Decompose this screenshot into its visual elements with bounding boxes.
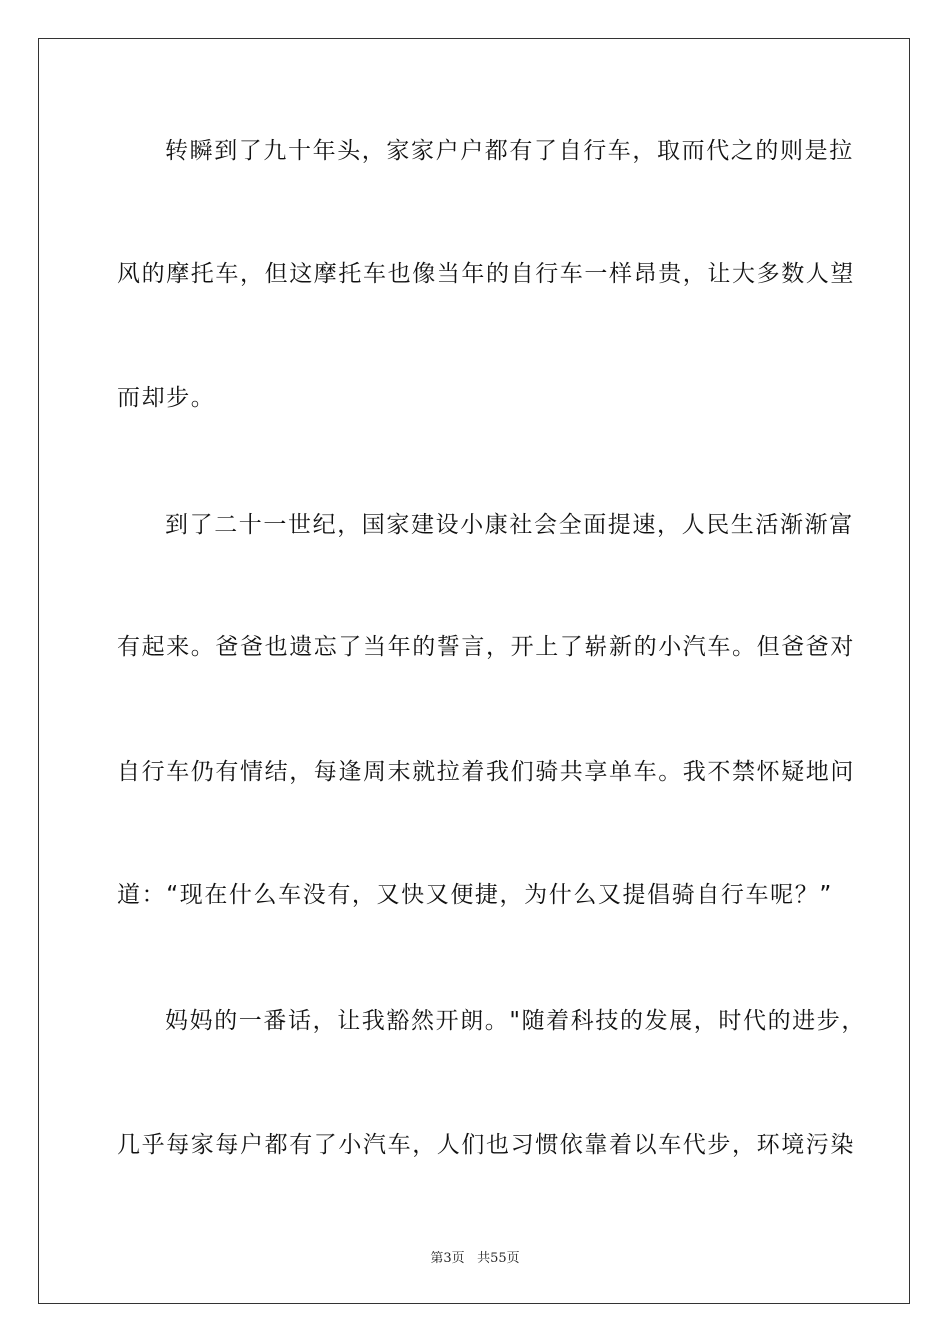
paragraph-1-line-1: 转瞬到了九十年头，家家户户都有了自行车，取而代之的则是拉 (165, 138, 854, 164)
paragraph-3-line-2: 几乎每家每户都有了小汽车，人们也习惯依靠着以车代步，环境污染 (117, 1132, 855, 1158)
paragraph-1-line-3: 而却步。 (117, 385, 216, 411)
paragraph-2-line-4: 道：“现在什么车没有，又快又便捷，为什么又提倡骑自行车呢？” (117, 882, 833, 908)
paragraph-2-line-1: 到了二十一世纪，国家建设小康社会全面提速，人民生活渐渐富 (165, 512, 854, 538)
paragraph-1-line-2: 风的摩托车，但这摩托车也像当年的自行车一样昂贵，让大多数人望 (117, 261, 855, 287)
page-total: 共55页 (477, 1251, 520, 1266)
paragraph-3-line-1: 妈妈的一番话，让我豁然开朗。"随着科技的发展，时代的进步， (165, 1008, 866, 1034)
page-footer (0, 1247, 950, 1266)
paragraph-2-line-2: 有起来。爸爸也遗忘了当年的誓言，开上了崭新的小汽车。但爸爸对 (117, 634, 855, 660)
page-number: 第3页 (430, 1251, 465, 1266)
page-border (38, 38, 910, 1304)
paragraph-2-line-3: 自行车仍有情结，每逢周末就拉着我们骑共享单车。我不禁怀疑地问 (117, 759, 855, 785)
